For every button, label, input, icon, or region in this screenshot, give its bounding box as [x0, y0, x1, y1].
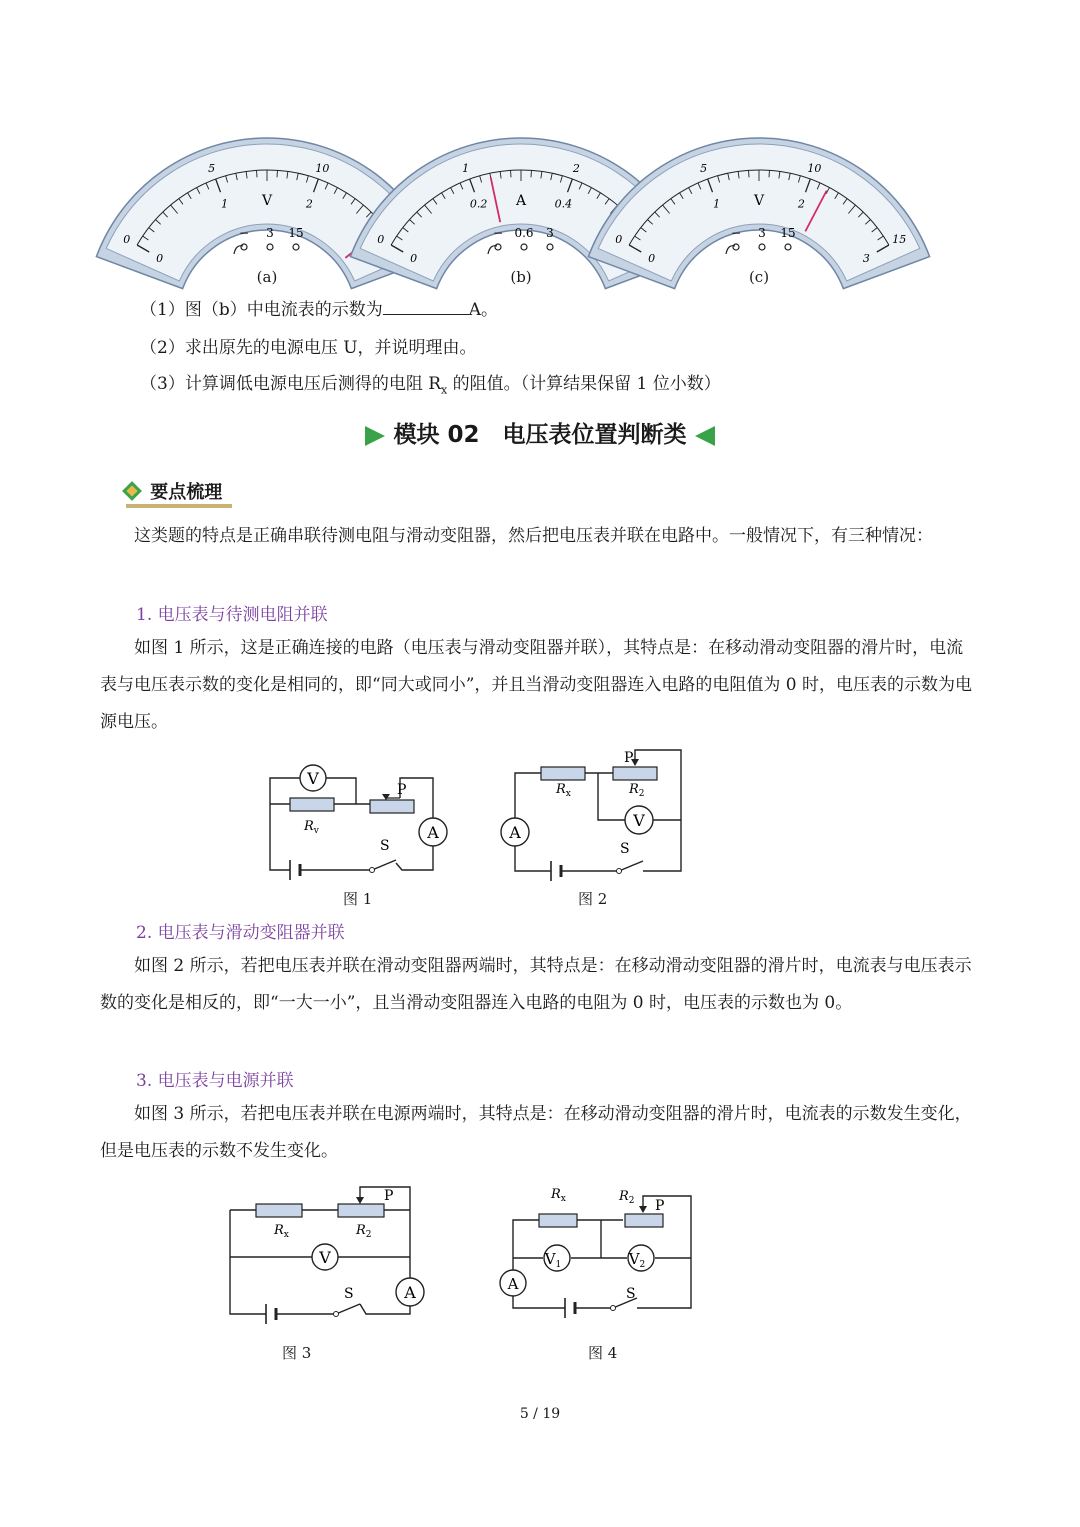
- key-points-underline: [126, 504, 232, 508]
- terminal-post: [785, 244, 791, 250]
- resistor-x-label: $R_x$: [556, 782, 571, 799]
- voltmeter-label: V: [633, 811, 645, 830]
- meter-a-caption: (a): [256, 268, 278, 286]
- question-1: [140, 298, 498, 322]
- section-2-heading: 2. 电压表与滑动变阻器并联: [136, 923, 345, 943]
- question-3-subscript: x: [441, 383, 448, 397]
- slider-label: P: [624, 750, 634, 766]
- resistor-2-label: $R_2$: [356, 1223, 372, 1240]
- scale-bottom-label: 0.2: [469, 197, 488, 211]
- switch-label: S: [380, 838, 390, 854]
- module-title-text: 模块 02 电压表位置判断类: [393, 422, 687, 448]
- scale-bottom-label: 1: [713, 197, 721, 211]
- ammeter-label: A: [507, 1275, 519, 1293]
- scale-bottom-label: 0: [156, 252, 164, 265]
- figure-1-caption: 图 1: [343, 890, 373, 908]
- ammeter-label: A: [509, 823, 521, 842]
- switch-label: S: [626, 1286, 636, 1302]
- meter-a: [123, 130, 362, 290]
- key-points-text: 要点梳理: [150, 482, 223, 503]
- meter-unit-label: V: [753, 193, 765, 209]
- terminal-label: 0.6: [514, 226, 534, 240]
- terminal-post: [241, 244, 247, 250]
- scale-bottom-label: 2: [305, 197, 313, 211]
- figure-4-caption: 图 4: [588, 1344, 618, 1362]
- meter-c-caption: (c): [748, 268, 770, 286]
- terminal-post: [759, 244, 765, 250]
- scale-top-label: 15: [892, 233, 907, 246]
- terminal-label: 3: [546, 226, 554, 240]
- voltmeter-2-label: $V_2$: [628, 1250, 646, 1270]
- circuit-figure-2: [495, 745, 695, 885]
- circuit-figure-3: [220, 1182, 435, 1327]
- section-1-text: 如图 1 所示，这是正确连接的电路（电压表与滑动变阻器并联），其特点是：在移动滑动变阻器的滑片时，电流表与电压表示数的变化是相同的，即“同大或同小”，并且当滑动变阻器连入电路的电阻值为 0 时，电压表的示数为电源电压。: [100, 638, 973, 732]
- terminal-post: [267, 244, 273, 250]
- terminal-post: [495, 244, 501, 250]
- question-3: [140, 372, 721, 402]
- question-2: （2）求出原先的电源电压 U，并说明理由。: [140, 338, 477, 358]
- slider-label: P: [655, 1198, 665, 1214]
- ammeter-label: A: [404, 1283, 416, 1302]
- resistor-x-label: $R_x$: [551, 1187, 566, 1204]
- meter-b-caption: (b): [510, 268, 532, 286]
- scale-top-label: 5: [700, 161, 708, 175]
- diamond-icon: [120, 479, 144, 503]
- question-3-tail: 的阻值。（计算结果保留 1 位小数）: [447, 374, 721, 394]
- terminal-label: 3: [758, 226, 766, 240]
- terminal-post: [547, 244, 553, 250]
- scale-top-label: 2: [572, 161, 580, 175]
- scale-top-label: 5: [208, 161, 216, 175]
- scale-bottom-label: 1: [221, 197, 229, 211]
- resistor-x-label: $R_x$: [274, 1223, 289, 1240]
- terminal-label: 15: [780, 226, 796, 240]
- terminal-label: 3: [266, 226, 274, 240]
- intro-paragraph: 这类题的特点是正确串联待测电阻与滑动变阻器，然后把电压表并联在电路中。一般情况下，有三种情况：: [134, 526, 933, 546]
- meter-b: [377, 130, 616, 290]
- scale-bottom-label: 2: [797, 197, 805, 211]
- resistor-2-label: $R_2$: [629, 782, 645, 799]
- scale-bottom-label: 3: [862, 252, 870, 265]
- scale-bottom-label: 0.4: [554, 197, 573, 211]
- section-3-text: 如图 3 所示，若把电压表并联在电源两端时，其特点是：在移动滑动变阻器的滑片时，电流表的示数发生变化，但是电压表的示数不发生变化。: [100, 1104, 972, 1161]
- scale-top-label: 10: [807, 161, 822, 175]
- terminal-post: [521, 244, 527, 250]
- page-number: 5 / 19: [519, 1406, 561, 1422]
- key-points-label: [120, 478, 222, 504]
- section-3-heading: 3. 电压表与电源并联: [136, 1071, 294, 1091]
- circuit-figure-4: [495, 1180, 700, 1320]
- answer-blank: [383, 298, 469, 315]
- voltmeter-label: V: [319, 1248, 331, 1267]
- section-2-text: 如图 2 所示，若把电压表并联在滑动变阻器两端时，其特点是：在移动滑动变阻器的滑片时，电流表与电压表示数的变化是相反的，即“一大一小”，且当滑动变阻器连入电路的电阻为 0 时，电压表的示数也为 0。: [100, 956, 972, 1013]
- question-1-text: （1）图（b）中电流表的示数为: [140, 300, 383, 320]
- meter-unit-label: V: [261, 193, 273, 209]
- meter-c: [615, 130, 907, 290]
- scale-bottom-label: 0: [410, 252, 418, 265]
- switch-label: S: [620, 841, 630, 857]
- scale-top-label: 0: [615, 233, 623, 246]
- scale-top-label: 0: [123, 233, 131, 246]
- terminal-post: [733, 244, 739, 250]
- scale-bottom-label: 0: [648, 252, 656, 265]
- terminal-label: −: [238, 226, 250, 240]
- slider-label: P: [397, 782, 407, 798]
- triangle-right-icon: [365, 426, 385, 446]
- figure-2-caption: 图 2: [578, 890, 608, 908]
- module-title: [0, 416, 1080, 449]
- voltmeter-1-label: $V_1$: [544, 1250, 562, 1270]
- terminal-label: −: [730, 226, 742, 240]
- terminal-label: −: [492, 226, 504, 240]
- scale-top-label: 10: [315, 161, 330, 175]
- slider-label: P: [384, 1188, 394, 1204]
- terminal-label: 15: [288, 226, 304, 240]
- resistor-label: $R_v$: [304, 819, 319, 836]
- triangle-left-icon: [695, 426, 715, 446]
- ammeter-label: A: [427, 823, 439, 842]
- terminal-post: [293, 244, 299, 250]
- question-3-text: （3）计算调低电源电压后测得的电阻 R: [140, 374, 442, 394]
- circuit-figure-1: [260, 760, 450, 885]
- question-1-unit: A。: [468, 300, 498, 320]
- resistor-2-label: $R_2$: [619, 1189, 635, 1206]
- meter-face: [598, 144, 920, 281]
- figure-3-caption: 图 3: [282, 1344, 312, 1362]
- scale-top-label: 1: [462, 161, 470, 175]
- voltmeter-label: V: [307, 769, 319, 788]
- switch-label: S: [344, 1286, 354, 1302]
- meter-unit-label: A: [515, 193, 527, 209]
- section-1-heading: 1. 电压表与待测电阻并联: [136, 605, 328, 625]
- scale-top-label: 0: [377, 233, 385, 246]
